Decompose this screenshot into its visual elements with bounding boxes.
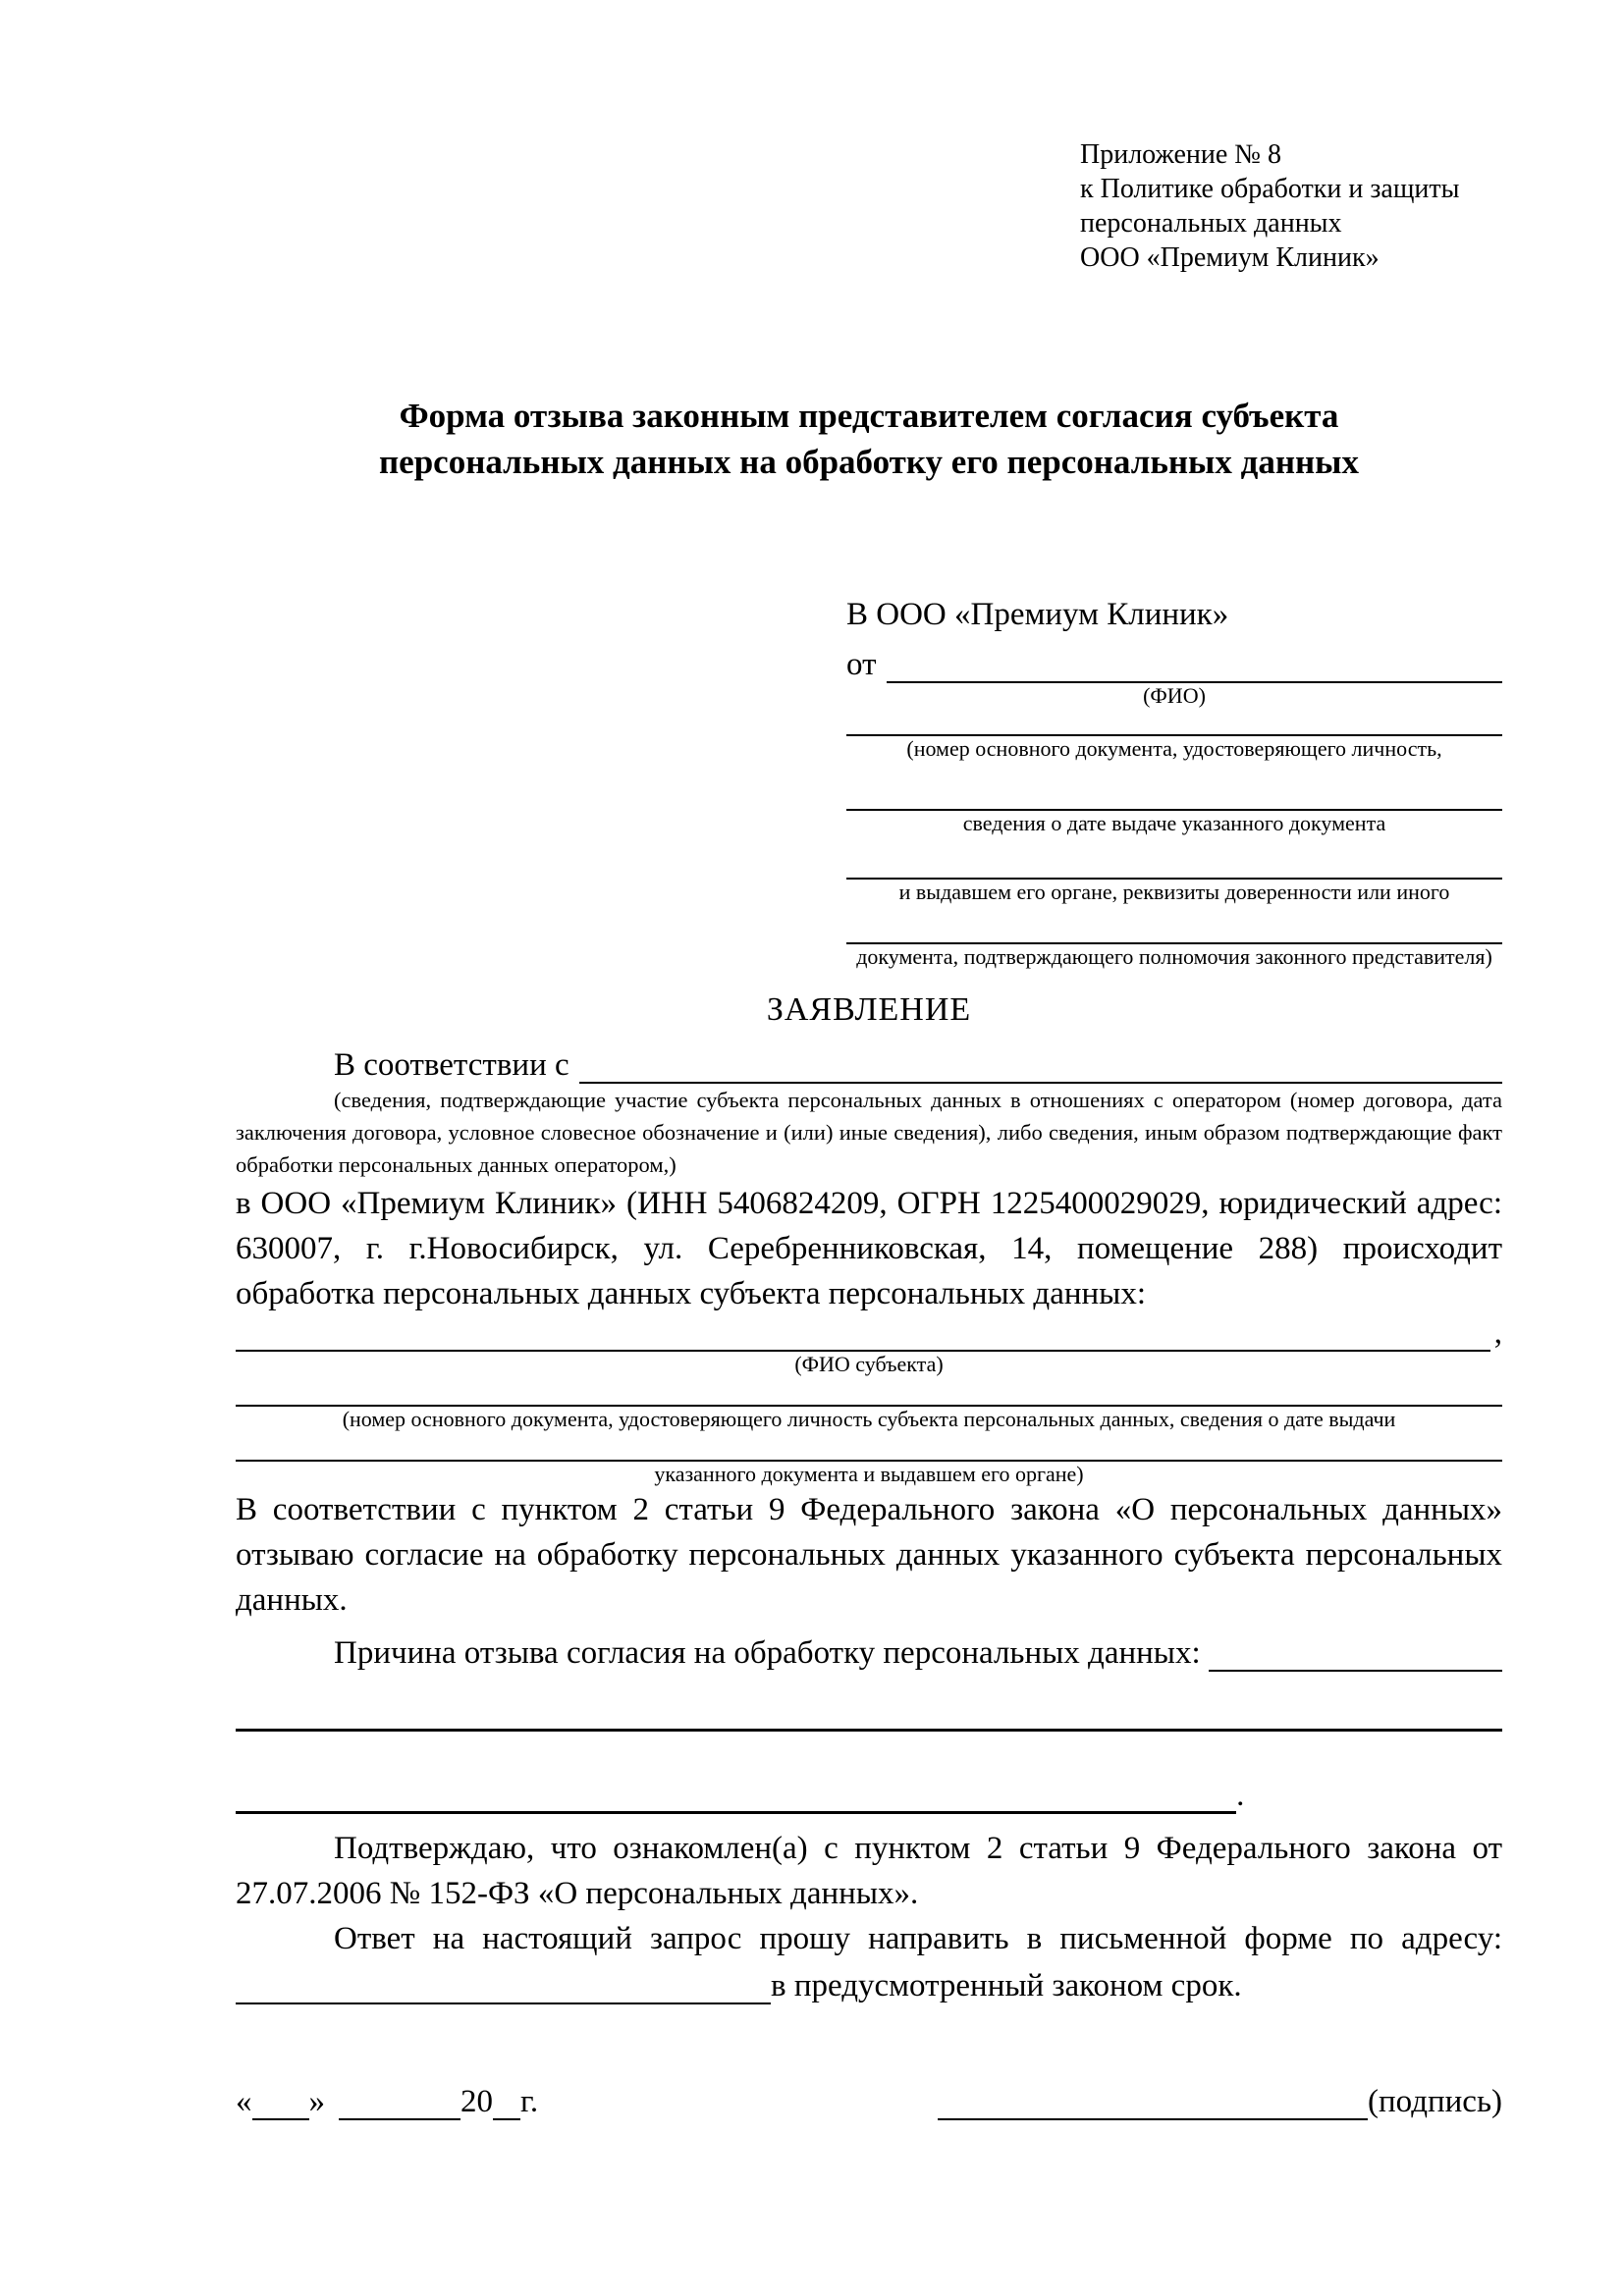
relationship-details-blank-field <box>579 1072 1502 1084</box>
confirm-paragraph: Подтверждаю, что ознакомлен(а) с пунктом 2 статьи 9 Федерального закона от 27.07.2006 № 152-ФЗ «О персональных данных». <box>236 1831 1502 1911</box>
subject-document-blank-field-2 <box>236 1432 1502 1462</box>
in-accordance-label: В соответствии с <box>334 1047 569 1083</box>
reason-label: Причина отзыва согласия на обработку персональных данных: <box>334 1635 1201 1671</box>
reason-blank-field-2 <box>236 1801 1236 1814</box>
withdraw-paragraph: В соответствии с пунктом 2 статьи 9 Федерального закона «О персональных данных» отзываю согласие на обработку персональных данных указанного субъекта персональных данных. <box>236 1492 1502 1618</box>
addressee-organization: В ООО «Премиум Клиник» <box>846 597 1229 632</box>
subject-document-caption-2: указанного документа и выдавшем его органе) <box>654 1462 1084 1486</box>
in-accordance-line <box>236 1041 1502 1084</box>
subject-document-caption: (номер основного документа, удостоверяющего личность субъекта персональных данных, сведения о дате выдачи <box>342 1407 1396 1431</box>
from-label: от <box>846 647 877 682</box>
signature-line <box>938 2084 1502 2120</box>
fio-blank-field <box>887 671 1503 683</box>
appendix-line: Приложение № 8 <box>1080 139 1281 170</box>
date-day-blank-field <box>252 2110 309 2120</box>
date-month-blank-field <box>339 2110 460 2120</box>
appendix-line: ООО «Премиум Клиник» <box>1080 242 1380 273</box>
fio-caption: (ФИО) <box>1143 683 1206 708</box>
document-issue-date-caption: сведения о дате выдаче указанного документа <box>962 811 1386 835</box>
date-quote-close: » <box>308 2084 325 2119</box>
subject-document-blank-field <box>236 1377 1502 1407</box>
operator-paragraph: в ООО «Премиум Клиник» (ИНН 5406824209, ОГРН 1225400029029, юридический адрес: 630007, г. г.Новосибирск, ул. Серебренниковская, 14, помещение 288) происходит обработка персональных данных субъекта персональных данных: <box>236 1186 1502 1311</box>
reason-blank-line-1 <box>236 1715 1502 1732</box>
subject-fio-caption: (ФИО субъекта) <box>794 1352 944 1376</box>
reply-address-line <box>236 1961 1502 2004</box>
authority-document-blank-field <box>846 905 1502 944</box>
date-quote-open: « <box>236 2084 252 2119</box>
reply-tail: в предусмотренный законом срок. <box>771 1968 1242 2003</box>
addressee-from-line <box>846 640 1502 683</box>
reply-address-blank-field <box>236 1993 771 2004</box>
appendix-line: персональных данных <box>1080 208 1342 239</box>
reason-blank-line-2 <box>236 1775 1502 1814</box>
signature-blank-field <box>938 2110 1368 2120</box>
title-line: Форма отзыва законным представителем согласия субъекта <box>399 397 1339 435</box>
title-line: персональных данных на обработку его персональных данных <box>379 443 1359 481</box>
authority-document-caption: документа, подтверждающего полномочия законного представителя) <box>856 944 1492 969</box>
date-line <box>236 2084 538 2120</box>
relationship-details-caption: (сведения, подтверждающие участие субъекта персональных данных в отношениях с оператором (номер договора, дата заключения договора, условное словесное обозначение и (или) иные сведения), либо сведения, иным образом подтверждающие факт обработки персональных данных оператором,) <box>236 1088 1502 1177</box>
date-year-suffix: г. <box>520 2084 539 2119</box>
footer-row <box>236 2075 1502 2120</box>
trailing-period: . <box>1236 1778 1245 1813</box>
reason-line <box>236 1627 1502 1672</box>
appendix-line: к Политике обработки и защиты <box>1080 174 1460 204</box>
issuing-authority-blank-field <box>846 836 1502 880</box>
document-title <box>236 393 1502 485</box>
representative-document-blank-field <box>846 709 1502 736</box>
subject-fio-line <box>236 1316 1502 1352</box>
reply-paragraph: Ответ на настоящий запрос прошу направить в письменной форме по адресу: <box>334 1921 1502 1956</box>
date-year-blank-field <box>493 2110 520 2120</box>
subject-fio-blank-field <box>236 1340 1490 1352</box>
statement-heading: ЗАЯВЛЕНИЕ <box>766 991 972 1028</box>
signature-caption: (подпись) <box>1368 2084 1502 2119</box>
reason-blank-field <box>1209 1660 1502 1672</box>
appendix-note <box>1080 0 1502 275</box>
issuing-authority-caption: и выдавшем его органе, реквизиты доверенности или иного <box>898 880 1450 904</box>
representative-document-caption: (номер основного документа, удостоверяющего личность, <box>906 736 1442 761</box>
trailing-comma: , <box>1493 1315 1502 1351</box>
date-year-prefix: 20 <box>460 2084 493 2119</box>
document-issue-date-blank-field <box>846 762 1502 811</box>
addressee-block <box>846 595 1502 970</box>
